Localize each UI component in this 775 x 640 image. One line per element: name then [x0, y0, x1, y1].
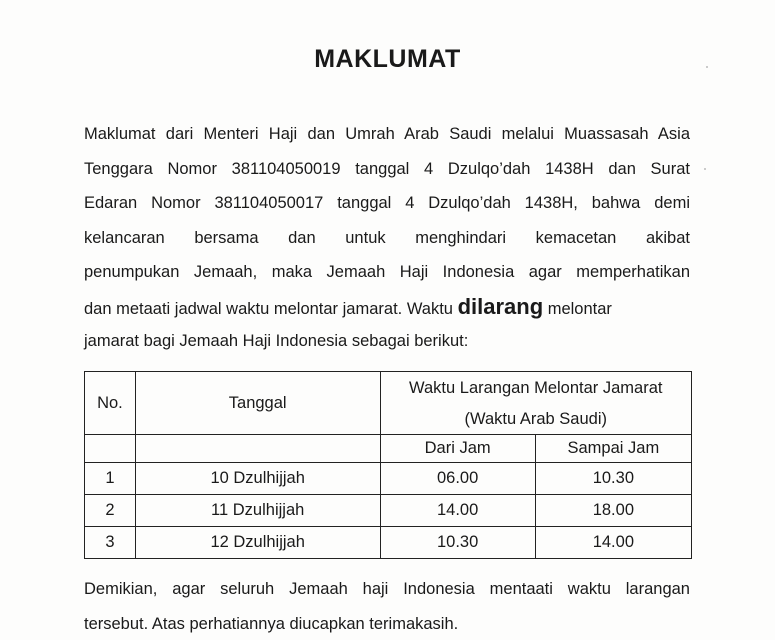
table-row — [85, 495, 692, 527]
cell-tanggal: 12 Dzulhijjah — [135, 527, 380, 559]
intro-line-1: Maklumat dari Menteri Haji dan Umrah Arab Saudi melalui Muassasah Asia — [84, 125, 690, 143]
header-sampai: Sampai Jam — [535, 435, 691, 463]
cell-sampai: 18.00 — [535, 495, 691, 527]
emphasis-dilarang: dilarang — [457, 293, 544, 319]
cell-sampai: 10.30 — [535, 463, 691, 495]
header-tanggal-cont — [135, 435, 380, 463]
closing-line-1: Demikian, agar seluruh Jemaah haji Indonesia mentaati waktu larangan — [84, 580, 690, 598]
table-header-row — [85, 372, 692, 405]
intro-line-6-end: melontar — [543, 299, 612, 318]
table-subheader-row — [85, 435, 692, 463]
intro-line-4: kelancaran bersama dan untuk menghindari kemacetan akibat — [84, 228, 690, 247]
intro-line-6 — [84, 290, 690, 325]
header-no: No. — [85, 372, 136, 435]
header-dari: Dari Jam — [380, 435, 535, 463]
header-group-line-1: Waktu Larangan Melontar Jamarat — [380, 372, 691, 405]
schedule-table — [84, 371, 692, 559]
cell-dari: 14.00 — [380, 495, 535, 527]
closing-paragraph — [84, 572, 690, 640]
cell-tanggal: 10 Dzulhijjah — [135, 463, 380, 495]
cell-tanggal: 11 Dzulhijjah — [135, 495, 380, 527]
intro-line-5: penumpukan Jemaah, maka Jemaah Haji Indonesia agar memperhatikan — [84, 263, 690, 281]
intro-line-3: Edaran Nomor 381104050017 tanggal 4 Dzulqo’dah 1438H, bahwa demi — [84, 194, 690, 212]
intro-line-6-start: dan metaati jadwal waktu melontar jamarat. Waktu — [84, 299, 458, 318]
header-group-line-2: (Waktu Arab Saudi) — [380, 404, 691, 435]
cell-no: 3 — [85, 527, 136, 559]
cell-no: 2 — [85, 495, 136, 527]
cell-dari: 06.00 — [380, 463, 535, 495]
cell-sampai: 14.00 — [535, 527, 691, 559]
intro-line-7: jamarat bagi Jemaah Haji Indonesia sebagai berikut: — [84, 332, 469, 350]
closing-line-2: tersebut. Atas perhatiannya diucapkan terimakasih. — [84, 614, 459, 633]
intro-line-2: Tenggara Nomor 381104050019 tanggal 4 Dzulqo’dah 1438H dan Surat — [84, 159, 690, 178]
scan-speck — [706, 66, 708, 68]
table-row — [85, 463, 692, 495]
scan-speck — [704, 168, 706, 170]
cell-dari: 10.30 — [380, 527, 535, 559]
table-row — [85, 527, 692, 559]
intro-paragraph — [84, 117, 690, 359]
cell-no: 1 — [85, 463, 136, 495]
document-title: MAKLUMAT — [314, 45, 461, 73]
header-tanggal: Tanggal — [135, 372, 380, 435]
header-no-cont — [85, 435, 136, 463]
